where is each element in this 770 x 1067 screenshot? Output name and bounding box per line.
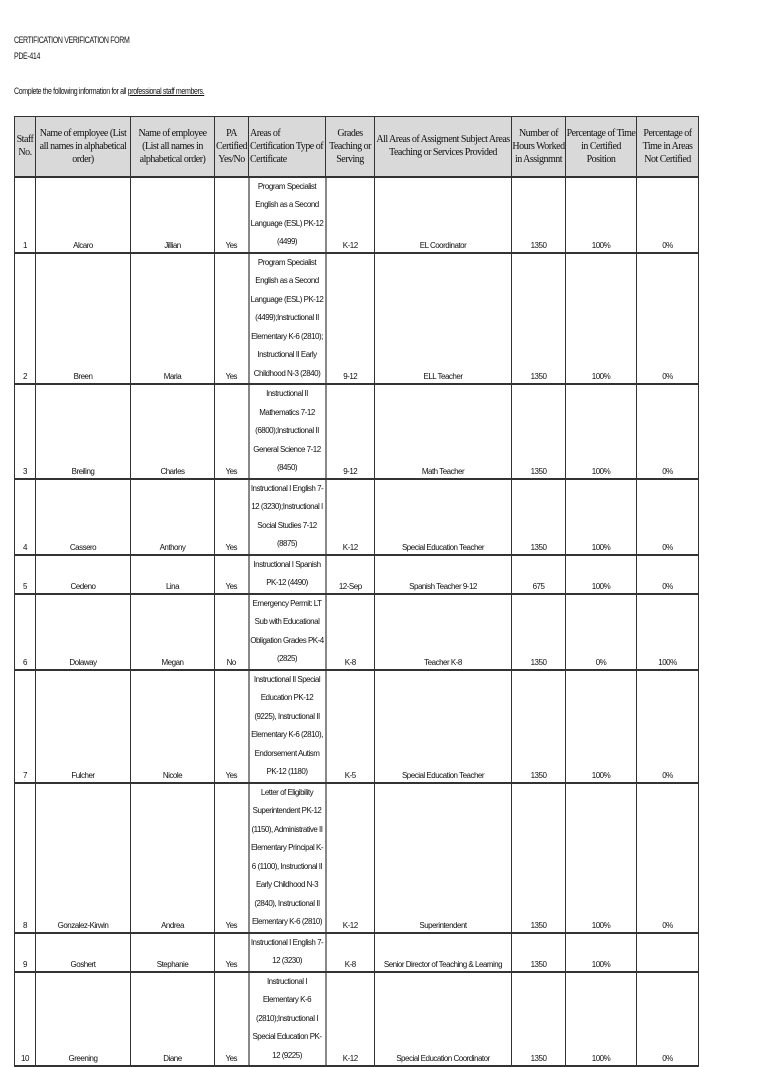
table-row [15, 670, 699, 783]
pct-certified: 100% [566, 253, 637, 385]
grades: K-12 [326, 783, 375, 933]
grades: K-8 [326, 933, 375, 972]
instructions [14, 86, 204, 96]
pa-certified: Yes [215, 783, 249, 933]
header-row [15, 117, 699, 177]
hours: 1350 [512, 972, 566, 1067]
hours: 1350 [512, 670, 566, 783]
first-name: Anthony [131, 479, 215, 555]
hours: 1350 [512, 253, 566, 385]
pct-not-certified: 0% [637, 384, 699, 479]
last-name: Greening [36, 972, 131, 1067]
assignment: ELL Teacher [375, 253, 512, 385]
pa-certified: No [215, 594, 249, 670]
instructions-prefix: Complete the following information for all [14, 86, 128, 96]
table-row [15, 933, 699, 972]
last-name: Goshert [36, 933, 131, 972]
header-hours: Number of Hours Worked in Assignmnt [512, 117, 566, 177]
first-name: Andrea [131, 783, 215, 933]
grades: 9-12 [326, 253, 375, 385]
grades: 12-Sep [326, 555, 375, 594]
grades: 9-12 [326, 384, 375, 479]
last-name: Gonzalez-Kirwin [36, 783, 131, 933]
hours: 1350 [512, 177, 566, 253]
hours: 1350 [512, 384, 566, 479]
certification: Instructional II Special Education PK-12 (9225), Instructional II Elementary K-6 (2810), Endorsement Autism PK-12 (1180) [249, 670, 326, 783]
table-row [15, 177, 699, 253]
header-first-name: Name of employee (List all names in alphabetical order) [131, 117, 215, 177]
staff-no: 7 [15, 670, 36, 783]
pct-certified: 100% [566, 972, 637, 1067]
grades: K-12 [326, 479, 375, 555]
last-name: Breiling [36, 384, 131, 479]
first-name: Charles [131, 384, 215, 479]
pct-not-certified: 0% [637, 783, 699, 933]
assignment: Special Education Coordinator [375, 972, 512, 1067]
pct-not-certified: 0% [637, 479, 699, 555]
certification: Emergency Permit: LT Sub with Educational Obligation Grades PK-4 (2825) [249, 594, 326, 670]
pct-not-certified: 0% [637, 972, 699, 1067]
header-pct-not-certified: Percentage of Time in Areas Not Certified [637, 117, 699, 177]
staff-no: 3 [15, 384, 36, 479]
staff-no: 4 [15, 479, 36, 555]
header-pa-certified: PA Certified Yes/No [215, 117, 249, 177]
grades: K-12 [326, 972, 375, 1067]
pa-certified: Yes [215, 177, 249, 253]
last-name: Cassero [36, 479, 131, 555]
pct-not-certified: 100% [637, 594, 699, 670]
staff-no: 1 [15, 177, 36, 253]
table-row [15, 384, 699, 479]
header-grades: Grades Teaching or Serving [326, 117, 375, 177]
certification: Letter of Eligibility Superintendent PK-12 (1150), Administrative II Elementary Principal K-6 (1100), Instructional II Early Childhood N-3 (2840), Instructional II Elementary K-6 (2810) [249, 783, 326, 933]
table-row [15, 253, 699, 385]
pct-certified: 100% [566, 670, 637, 783]
pct-not-certified [637, 933, 699, 972]
assignment: Teacher K-8 [375, 594, 512, 670]
assignment: Senior Director of Teaching & Learning [375, 933, 512, 972]
hours: 1350 [512, 783, 566, 933]
pct-certified: 100% [566, 479, 637, 555]
pct-certified: 100% [566, 177, 637, 253]
staff-no: 5 [15, 555, 36, 594]
first-name: Jillian [131, 177, 215, 253]
first-name: Megan [131, 594, 215, 670]
pa-certified: Yes [215, 670, 249, 783]
pct-certified: 100% [566, 384, 637, 479]
instructions-emphasis: professional staff members. [127, 86, 205, 96]
certification: Program Specialist English as a Second Language (ESL) PK-12 (4499);Instructional II Elementary K-6 (2810); Instructional II Early Childhood N-3 (2840) [249, 253, 326, 385]
header-staff-no: Staff No. [15, 117, 36, 177]
certification: Instructional I English 7-12 (3230) [249, 933, 326, 972]
certification-table [14, 116, 699, 1067]
pa-certified: Yes [215, 479, 249, 555]
certification: Instructional I Elementary K-6 (2810);Instructional I Special Education PK-12 (9225) [249, 972, 326, 1067]
assignment: Spanish Teacher 9-12 [375, 555, 512, 594]
pct-not-certified: 0% [637, 555, 699, 594]
first-name: Diane [131, 972, 215, 1067]
first-name: Nicole [131, 670, 215, 783]
pct-certified: 0% [566, 594, 637, 670]
assignment: Math Teacher [375, 384, 512, 479]
hours: 675 [512, 555, 566, 594]
pct-certified: 100% [566, 933, 637, 972]
pct-certified: 100% [566, 555, 637, 594]
first-name: Stephanie [131, 933, 215, 972]
table-row [15, 783, 699, 933]
pa-certified: Yes [215, 933, 249, 972]
assignment: EL Coordinator [375, 177, 512, 253]
pa-certified: Yes [215, 972, 249, 1067]
pct-not-certified: 0% [637, 253, 699, 385]
assignment: Special Education Teacher [375, 479, 512, 555]
pa-certified: Yes [215, 555, 249, 594]
grades: K-5 [326, 670, 375, 783]
hours: 1350 [512, 594, 566, 670]
staff-no: 6 [15, 594, 36, 670]
last-name: Breen [36, 253, 131, 385]
hours: 1350 [512, 479, 566, 555]
form-id: PDE-414 [14, 51, 41, 61]
pct-not-certified: 0% [637, 177, 699, 253]
header-certification: Areas of Certification Type of Certificate [249, 117, 326, 177]
last-name: Cedeno [36, 555, 131, 594]
assignment: Special Education Teacher [375, 670, 512, 783]
first-name: Lina [131, 555, 215, 594]
table-row [15, 555, 699, 594]
staff-no: 9 [15, 933, 36, 972]
last-name: Alcaro [36, 177, 131, 253]
form-title: CERTIFICATION VERIFICATION FORM [14, 35, 130, 45]
assignment: Superintendent [375, 783, 512, 933]
table-row [15, 972, 699, 1067]
staff-no: 8 [15, 783, 36, 933]
pct-certified: 100% [566, 783, 637, 933]
last-name: Dolaway [36, 594, 131, 670]
header-last-name: Name of employee (List all names in alphabetical order) [36, 117, 131, 177]
certification: Instructional I Spanish PK-12 (4490) [249, 555, 326, 594]
staff-no: 10 [15, 972, 36, 1067]
table-row [15, 594, 699, 670]
pa-certified: Yes [215, 253, 249, 385]
table-row [15, 479, 699, 555]
grades: K-12 [326, 177, 375, 253]
certification: Instructional I English 7-12 (3230);Instructional I Social Studies 7-12 (8875) [249, 479, 326, 555]
last-name: Fulcher [36, 670, 131, 783]
header-assignment: All Areas of Assigment Subject Areas Teaching or Services Provided [375, 117, 512, 177]
pa-certified: Yes [215, 384, 249, 479]
certification: Instructional II Mathematics 7-12 (6800);Instructional II General Science 7-12 (8450) [249, 384, 326, 479]
grades: K-8 [326, 594, 375, 670]
hours: 1350 [512, 933, 566, 972]
header-pct-certified: Percentage of Time in Certified Position [566, 117, 637, 177]
staff-no: 2 [15, 253, 36, 385]
first-name: Maria [131, 253, 215, 385]
certification: Program Specialist English as a Second Language (ESL) PK-12 (4499) [249, 177, 326, 253]
pct-not-certified: 0% [637, 670, 699, 783]
